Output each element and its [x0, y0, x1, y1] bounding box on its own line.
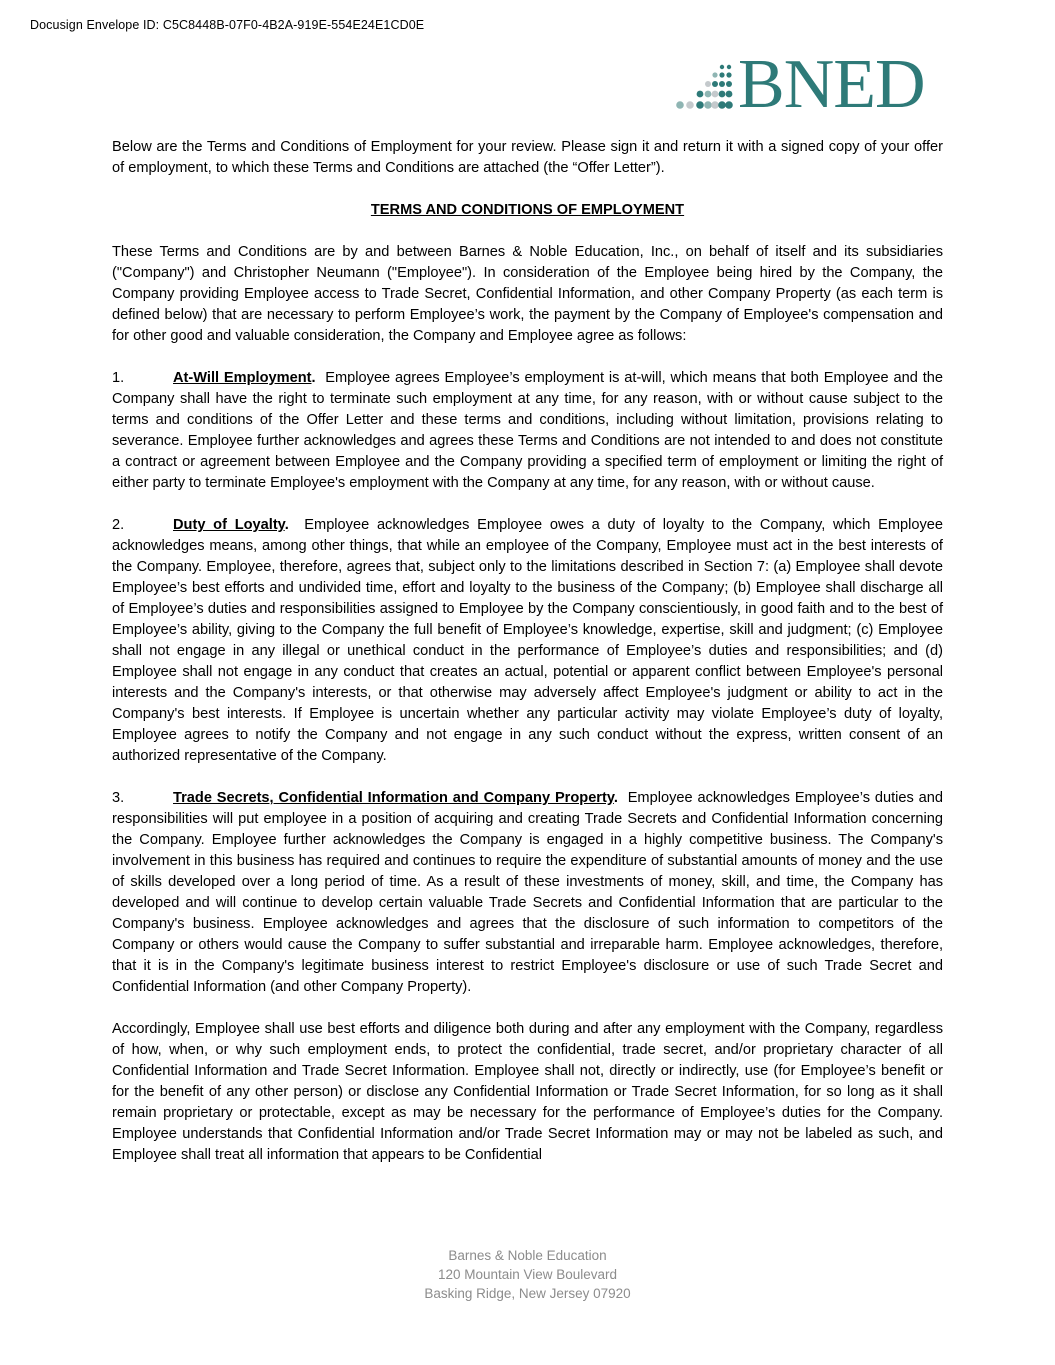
- intro-paragraph: Below are the Terms and Conditions of Employment for your review. Please sign it and return it with a signed copy of your offer of employment, to which these Terms and Conditions are attached (the “Offer Letter”).: [112, 139, 943, 176]
- section-3: 3. Trade Secrets, Confidential Information and Company Property. Employee acknowledges Employee’s duties and responsibilities will put employee in a position of acquiring and creating Trade Secrets and Confidential Information concerning the Company. Employee further acknowledges the Company is engaged in a highly competitive business. The Company's involvement in this business has required and continues to require the expenditure of substantial amounts of money and the use of skills developed over a long period of time. As a result of these investments of money, skill, and time, the Company has developed and will continue to develop certain valuable Trade Secrets and Confidential Information that are particular to the Company's business. Employee acknowledges and agrees that the disclosure of such information to competitors of the Company or others would cause the Company to suffer substantial and irreparable harm. Employee acknowledges, therefore, that it is in the Company's legitimate business interest to restrict Employee's disclosure or use of such Trade Secret and Confidential Information (and other Company Property).: [112, 790, 944, 995]
- section-body: Employee agrees Employee’s employment is at-will, which means that both Employee and the Company shall have the right to terminate such employment at any time, for any reason, with or without cause subject to the terms and conditions of the Offer Letter and these terms and conditions, including without limitation, provisions relating to severance. Employee further acknowledges and agrees these Terms and Conditions are not intended to and does not constitute a contract or agreement between Employee and the Company providing a specified term of employment or limiting the right of either party to terminate Employee's employment with the Company at any time, for any reason, with or without cause.: [112, 370, 943, 491]
- bned-logo: [676, 46, 946, 123]
- logo-dot: [686, 101, 694, 109]
- logo-dot: [712, 81, 718, 87]
- preamble-paragraph: These Terms and Conditions are by and between Barnes & Noble Education, Inc., on behalf of itself and its subsidiaries ("Company") and Christopher Neumann ("Employee"). In consideration of the Employee being hired by the Company, the Company providing Employee access to Trade Secret, Confidential Information, and other Company Property (as each term is defined below) that are necessary to perform Employee’s work, the payment by the Company of Employee's compensation and for other good and valuable consideration, the Company and Employee agree as follows:: [112, 244, 943, 344]
- docusign-envelope-id: Docusign Envelope ID: C5C8448B-07F0-4B2A-919E-554E24E1CD0E: [30, 18, 425, 32]
- logo-dot: [726, 72, 731, 77]
- logo-dot: [725, 101, 733, 109]
- section-number: 1.: [112, 370, 125, 386]
- footer-company: Barnes & Noble Education: [448, 1248, 607, 1263]
- section-heading: Trade Secrets, Confidential Information and Company Property: [173, 790, 614, 806]
- section-number: 2.: [112, 517, 125, 533]
- logo-dot: [719, 91, 726, 98]
- section-heading: At-Will Employment: [173, 370, 312, 386]
- logo-dot: [719, 81, 725, 87]
- logo-dot: [705, 91, 712, 98]
- logo-dot: [705, 81, 711, 87]
- continuation-paragraph: Accordingly, Employee shall use best efforts and diligence both during and after any employment with the Company, regardless of how, when, or why such employment ends, to protect the confidential, trade secret, and/or proprietary character of all Confidential Information and Trade Secret Information. Employee shall not, directly or indirectly, use (for Employee’s benefit or for the benefit of any other person) or disclose any Confidential Information or Trade Secret Information, for so long as it shall remain proprietary or protectable, except as may be necessary for the performance of Employee’s duties for the Company. Employee understands that Confidential Information and/or Trade Secret Information may or may not be labeled as such, and Employee shall treat all information that appears to be Confidential: [112, 1021, 943, 1163]
- logo-dot: [726, 81, 732, 87]
- logo-dot: [676, 101, 684, 109]
- section-1: 1. At-Will Employment. Employee agrees Employee’s employment is at-will, which means that both Employee and the Company shall have the right to terminate such employment at any time, for any reason, with or without cause subject to the terms and conditions of the Offer Letter and these terms and conditions, including without limitation, provisions relating to severance. Employee further acknowledges and agrees these Terms and Conditions are not intended to and does not constitute a contract or agreement between Employee and the Company providing a specified term of employment or limiting the right of either party to terminate Employee's employment with the Company at any time, for any reason, with or without cause.: [112, 370, 943, 491]
- footer-city: Basking Ridge, New Jersey 07920: [424, 1286, 631, 1301]
- logo-dot: [726, 91, 733, 98]
- logo-dot: [711, 101, 719, 109]
- page-footer: [0, 1246, 1055, 1303]
- section-body: Employee acknowledges Employee owes a duty of loyalty to the Company, which Employee acknowledges means, among other things, that while an employee of the Company, Employee must act in the best interests of the Company. Employee, therefore, agrees that, subject only to the limitations described in Section 7: (a) Employee shall devote Employee’s best efforts and undivided time, effort and loyalty to the business of the Company; (b) Employee shall discharge all of Employee’s duties and responsibilities assigned to Employee by the Company conscientiously, in good faith and to the best of Employee’s ability, giving to the Company the full benefit of Employee’s knowledge, expertise, skill and judgment; (c) Employee shall not engage in any illegal or unethical conduct in the performance of Employee’s duties and responsibilities; and (d) Employee shall not engage in any conduct that creates an actual, potential or apparent conflict between Employee's personal interests and the Company's interests, or that otherwise may adversely affect Employee's judgment or ability to act in the Company's best interests. If Employee is uncertain whether any particular activity may violate Employee’s duty of loyalty, Employee agrees to notify the Company and not engage in any such conduct without the express, written consent of an authorized representative of the Company.: [112, 517, 943, 764]
- document-body: [112, 137, 943, 1187]
- logo-dot: [696, 101, 704, 109]
- logo-dot: [712, 72, 717, 77]
- logo-dot: [727, 65, 731, 69]
- section-heading: Duty of Loyalty: [173, 517, 285, 533]
- section-2: 2. Duty of Loyalty. Employee acknowledges Employee owes a duty of loyalty to the Company, which Employee acknowledges means, among other things, that while an employee of the Company, Employee must act in the best interests of the Company. Employee, therefore, agrees that, subject only to the limitations described in Section 7: (a) Employee shall devote Employee’s best efforts and undivided time, effort and loyalty to the business of the Company; (b) Employee shall discharge all of Employee’s duties and responsibilities assigned to Employee by the Company conscientiously, in good faith and to the best of Employee’s ability, giving to the Company the full benefit of Employee’s knowledge, expertise, skill and judgment; (c) Employee shall not engage in any illegal or unethical conduct in the performance of Employee’s duties and responsibilities; and (d) Employee shall not engage in any conduct that creates an actual, potential or apparent conflict between Employee's personal interests and the Company's interests, or that otherwise may adversely affect Employee's judgment or ability to act in the Company's best interests. If Employee is uncertain whether any particular activity may violate Employee’s duty of loyalty, Employee agrees to notify the Company and not engage in any such conduct without the express, written consent of an authorized representative of the Company.: [112, 517, 943, 764]
- logo-dot: [720, 65, 724, 69]
- logo-dot: [697, 91, 704, 98]
- document-title: TERMS AND CONDITIONS OF EMPLOYMENT: [370, 202, 685, 218]
- logo-dot: [718, 101, 726, 109]
- logo-dots-icon: [676, 58, 736, 118]
- logo-dot: [719, 72, 724, 77]
- logo-wordmark: BNED: [738, 46, 925, 123]
- footer-street: 120 Mountain View Boulevard: [437, 1267, 618, 1282]
- logo-dot: [712, 91, 719, 98]
- logo-dot: [704, 101, 712, 109]
- section-body: Employee acknowledges Employee’s duties and responsibilities will put employee in a position of acquiring and creating Trade Secrets and Confidential Information concerning the Company. Employee further acknowledges the Company is engaged in a highly competitive business. The Company's involvement in this business has required and continues to require the expenditure of substantial amounts of money and the use of skills developed over a long period of time. As a result of these investments of money, skill, and time, the Company has developed and will continue to develop certain valuable Trade Secrets and Confidential Information that are particular to the Company's business. Employee acknowledges and agrees that the disclosure of such information to competitors of the Company or others would cause the Company to suffer substantial and irreparable harm. Employee acknowledges, therefore, that it is in the Company's legitimate business interest to restrict Employee's disclosure or use of such Trade Secret and Confidential Information (and other Company Property).: [112, 790, 944, 995]
- section-number: 3.: [112, 790, 125, 806]
